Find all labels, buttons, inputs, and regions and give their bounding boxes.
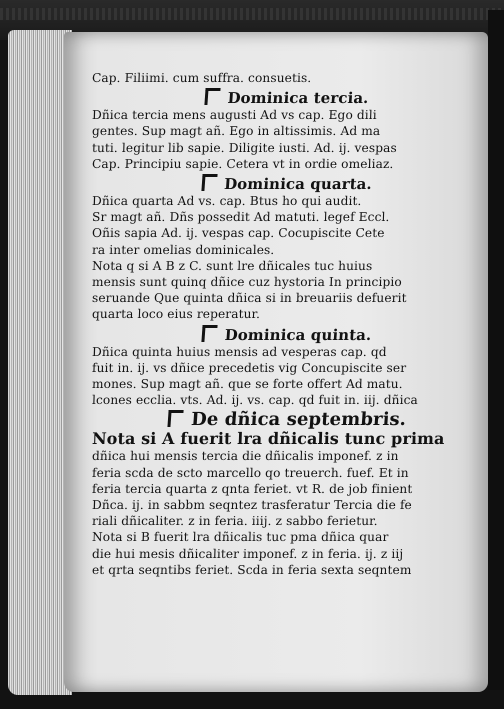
- text-line: lcones ecclia. vts. Ad. ij. vs. cap. qd fuit in. iij. dñica: [91, 393, 419, 408]
- heading-line: [91, 323, 482, 344]
- heading-text: Dominica tercia.: [226, 89, 370, 108]
- text-line: Nota si A fuerit lra dñicalis tunc prima: [91, 429, 445, 449]
- text-line: Dñica quinta huius mensis ad vesperas cap. qd: [91, 344, 387, 359]
- text-line: feria tercia quarta z qnta feriet. vt R. de job finient: [91, 481, 413, 496]
- text-block: [92, 70, 482, 578]
- text-line: gentes. Sup magt añ. Ego in altissimis. Ad ma: [91, 124, 381, 139]
- pilcrow-icon: [202, 325, 218, 342]
- text-line: Sr magt añ. Dñs possedit Ad matuti. legef Eccl.: [91, 210, 390, 225]
- heading-line: [91, 86, 482, 107]
- text-line: quarta loco eius reperatur.: [91, 307, 261, 322]
- text-line: Dñica tercia mens augusti Ad vs cap. Ego dili: [91, 108, 378, 123]
- text-line: et qrta seqntibs feriet. Scda in feria sexta seqntem: [91, 562, 412, 577]
- text-line: Cap. Filiimi. cum suffra. consuetis.: [91, 71, 312, 85]
- text-line: Nota q si A B z C. sunt lre dñicales tuc huius: [91, 258, 373, 273]
- pilcrow-icon: [201, 174, 217, 191]
- text-line: feria scda de scto marcello qo treuerch. fuef. Et in: [91, 465, 409, 480]
- text-line: mones. Sup magt añ. que se forte offert Ad matu.: [91, 377, 403, 392]
- heading-line: [91, 172, 482, 193]
- text-line: seruande Que quinta dñica si in breuariis defuerit: [91, 291, 407, 306]
- text-line: ra inter omelias dominicales.: [91, 242, 275, 257]
- text-line: Nota si B fuerit lra dñicalis tuc pma dñica quar: [91, 530, 389, 545]
- text-line: fuit in. ij. vs dñice precedetis vig Concupiscite ser: [91, 360, 407, 375]
- heading-text: Dominica quinta.: [224, 325, 373, 344]
- text-line: dñica hui mensis tercia die dñicalis imponef. z in: [91, 449, 399, 464]
- text-line: Dñca. ij. in sabbm seqntez trasferatur Tercia die fe: [91, 498, 413, 513]
- text-line: Oñis sapia Ad. ij. vespas cap. Cocupiscite Cete: [91, 226, 385, 241]
- page-edges: [8, 30, 72, 695]
- section-title-text: De dñica septembris.: [190, 409, 407, 431]
- pilcrow-icon: [167, 410, 183, 427]
- text-line: Cap. Principiu sapie. Cetera vt in ordie omeliaz.: [91, 156, 394, 171]
- text-line: mensis sunt quinq dñice cuz hystoria In principio: [91, 275, 403, 290]
- section-title: [91, 408, 483, 430]
- text-line: riali dñicaliter. z in feria. iiij. z sabbo ferietur.: [91, 514, 378, 529]
- text-line: die hui mesis dñicaliter imponef. z in feria. ij. z iij: [91, 546, 404, 561]
- text-line: tuti. legitur lib sapie. Diligite iusti. Ad. ij. vespas: [91, 140, 398, 155]
- text-line: Dñica quarta Ad vs. cap. Btus ho qui audit.: [91, 194, 362, 209]
- page-right-shadow: [488, 10, 504, 690]
- heading-text: Dominica quarta.: [223, 175, 373, 194]
- pilcrow-icon: [205, 88, 221, 105]
